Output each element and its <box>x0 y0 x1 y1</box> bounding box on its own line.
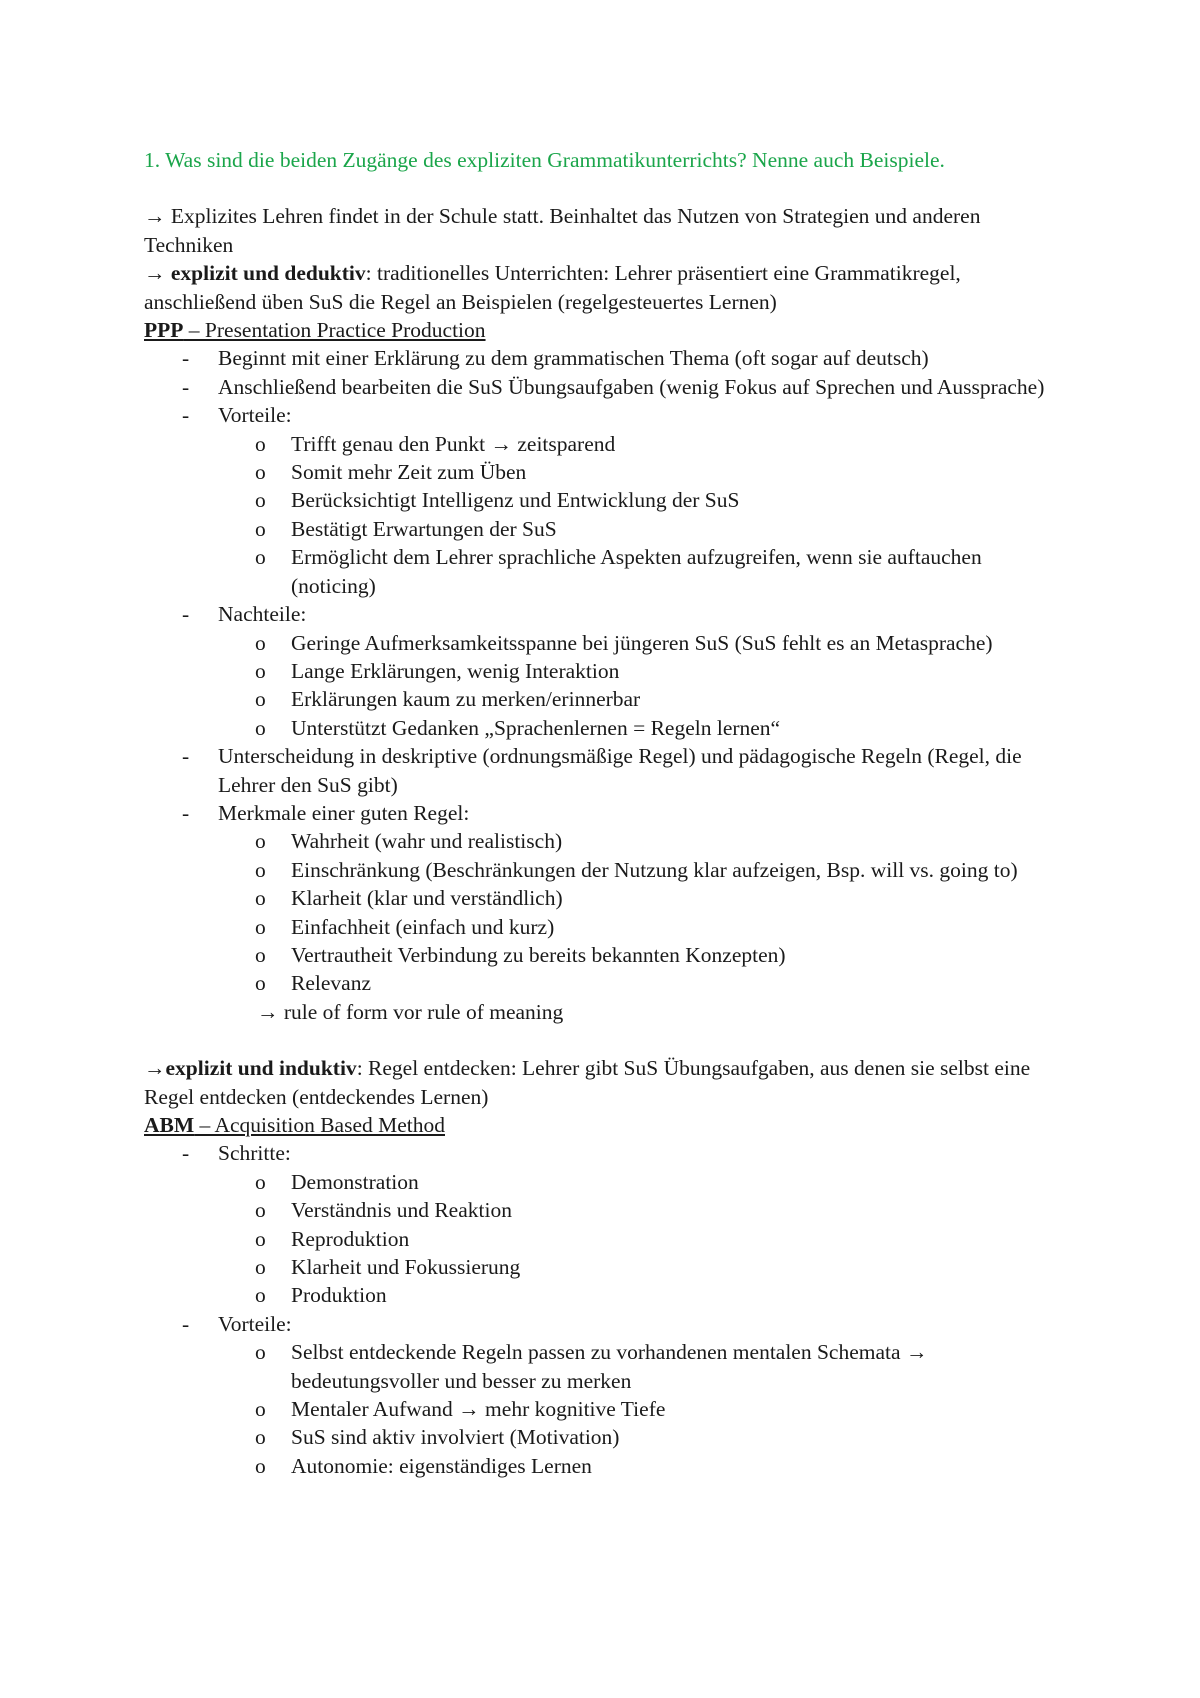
list-item-text: Selbst entdeckende Regeln passen zu vorhandenen mentalen Schemata <box>291 1340 906 1365</box>
list-item <box>218 913 1064 941</box>
induktiv-text: : Regel entdecken: Lehrer gibt SuS Übungsaufgaben, aus denen sie selbst eine Regel entdecken (entdeckendes Lernen) <box>144 1056 1031 1109</box>
list-item-text: zeitsparend <box>511 431 616 456</box>
ppp-abbr: PPP <box>144 318 184 343</box>
arrow-icon: → <box>144 1056 166 1081</box>
list-item <box>218 941 1064 969</box>
circle-marker: o <box>255 1198 266 1223</box>
schritte-label: Schritte: <box>218 1141 291 1166</box>
circle-marker: o <box>255 431 266 456</box>
vorteile-list <box>218 430 1064 600</box>
circle-marker: o <box>255 1340 266 1365</box>
list-item <box>218 1395 1064 1423</box>
list-item <box>218 1196 1064 1224</box>
deduktiv-label-text: explizit und deduktiv <box>170 261 366 286</box>
list-item-text: Relevanz <box>291 971 371 996</box>
circle-marker: o <box>255 516 266 541</box>
induktiv-label: explizit und induktiv <box>165 1056 357 1081</box>
vorteile-label: Vorteile: <box>218 1311 292 1336</box>
circle-marker: o <box>255 857 266 882</box>
list-item-text: Mentaler Aufwand <box>291 1397 459 1422</box>
dash-marker: - <box>182 744 190 769</box>
nachteile-label: Nachteile: <box>218 602 307 627</box>
nachteile-list <box>218 629 1064 743</box>
circle-marker: o <box>255 886 266 911</box>
list-item <box>218 486 1064 514</box>
circle-marker: o <box>255 829 266 854</box>
list-item <box>218 1281 1064 1309</box>
list-item-text: mehr kognitive Tiefe <box>479 1397 666 1422</box>
dash-marker: - <box>182 800 190 825</box>
arrow-icon: → <box>458 1397 480 1422</box>
list-item-text: Einfachheit (einfach und kurz) <box>291 914 555 939</box>
question-heading: 1. Was sind die beiden Zugänge des expliziten Grammatikunterrichts? Nenne auch Beispiele. <box>144 148 945 172</box>
arrow-icon: → <box>257 999 279 1024</box>
dash-marker: - <box>182 602 190 627</box>
circle-marker: o <box>255 1283 266 1308</box>
list-item <box>218 827 1064 855</box>
list-item <box>218 1452 1064 1480</box>
list-item <box>218 458 1064 486</box>
list-item-text: Autonomie: eigenständiges Lernen <box>291 1453 592 1478</box>
list-item <box>218 884 1064 912</box>
circle-marker: o <box>255 658 266 683</box>
schritte-item <box>144 1139 1064 1309</box>
list-item <box>218 1168 1064 1196</box>
list-item-text: SuS sind aktiv involviert (Motivation) <box>291 1425 620 1450</box>
induktiv-list <box>144 1139 1064 1480</box>
vorteile-item <box>144 401 1064 600</box>
list-item-text: Geringe Aufmerksamkeitsspanne bei jüngeren SuS (SuS fehlt es an Metasprache) <box>291 630 993 655</box>
list-item-text: bedeutungsvoller und besser zu merken <box>291 1368 632 1393</box>
circle-marker: o <box>255 914 266 939</box>
circle-marker: o <box>255 545 266 570</box>
list-item <box>218 430 1064 458</box>
deduktiv-paragraph <box>144 259 1064 316</box>
nachteile-item <box>144 600 1064 742</box>
list-item-text: Demonstration <box>291 1169 419 1194</box>
circle-marker: o <box>255 687 266 712</box>
rule-note <box>144 998 1064 1026</box>
list-item-text: Einschränkung (Beschränkungen der Nutzung klar aufzeigen, Bsp. will vs. going to) <box>291 857 1018 882</box>
intro-text: Explizites Lehren findet in der Schule statt. Beinhaltet das Nutzen von Strategien und anderen Techniken <box>144 204 981 257</box>
arrow-icon: → <box>144 204 166 229</box>
list-item-text: Unterstützt Gedanken „Sprachenlernen = Regeln lernen“ <box>291 715 781 740</box>
rule-note-text: rule of form vor rule of meaning <box>278 999 564 1024</box>
merkmale-label: Merkmale einer guten Regel: <box>218 800 470 825</box>
list-item-text: Lange Erklärungen, wenig Interaktion <box>291 658 620 683</box>
circle-marker: o <box>255 1453 266 1478</box>
circle-marker: o <box>255 488 266 513</box>
list-item-text: Unterscheidung in deskriptive (ordnungsmäßige Regel) und pädagogische Regeln (Regel, die Lehrer den SuS gibt) <box>218 744 1022 797</box>
spacer <box>144 1026 1064 1054</box>
merkmale-list <box>218 827 1064 997</box>
list-item <box>144 344 1064 372</box>
list-item <box>218 856 1064 884</box>
list-item-text: Somit mehr Zeit zum Üben <box>291 460 527 485</box>
dash-marker: - <box>182 1141 190 1166</box>
schritte-list <box>218 1168 1064 1310</box>
list-item <box>218 1423 1064 1451</box>
intro-paragraph <box>144 202 1064 259</box>
list-item-text: Beginnt mit einer Erklärung zu dem grammatischen Thema (oft sogar auf deutsch) <box>218 346 929 371</box>
dash-marker: - <box>182 374 190 399</box>
arrow-icon: → <box>144 261 166 286</box>
list-item <box>218 1338 1064 1395</box>
circle-marker: o <box>255 1397 266 1422</box>
list-item-text: Erklärungen kaum zu merken/erinnerbar <box>291 687 641 712</box>
arrow-icon: → <box>905 1340 928 1365</box>
circle-marker: o <box>255 942 266 967</box>
dash-marker: - <box>182 403 190 428</box>
circle-marker: o <box>255 1226 266 1251</box>
circle-marker: o <box>255 630 266 655</box>
list-item <box>218 515 1064 543</box>
arrow-icon: → <box>490 431 512 456</box>
list-item-text: Berücksichtigt Intelligenz und Entwicklung der SuS <box>291 488 740 513</box>
list-item-text: Bestätigt Erwartungen der SuS <box>291 516 557 541</box>
circle-marker: o <box>255 1255 266 1280</box>
circle-marker: o <box>255 1169 266 1194</box>
circle-marker: o <box>255 715 266 740</box>
list-item-text: Trifft genau den Punkt <box>291 431 491 456</box>
abm-heading <box>144 1111 1064 1139</box>
list-item <box>218 714 1064 742</box>
list-item <box>144 742 1064 799</box>
list-item-text: Verständnis und Reaktion <box>291 1198 512 1223</box>
list-item-text: Vertrautheit Verbindung zu bereits bekannten Konzepten) <box>291 942 786 967</box>
list-item-text: Klarheit (klar und verständlich) <box>291 886 563 911</box>
merkmale-item <box>144 799 1064 998</box>
list-item <box>218 1225 1064 1253</box>
vorteile-item <box>144 1310 1064 1480</box>
abm-name: – Acquisition Based Method <box>194 1113 445 1137</box>
ppp-heading <box>144 316 1064 344</box>
list-item-text: Wahrheit (wahr und realistisch) <box>291 829 563 854</box>
list-item <box>218 969 1064 997</box>
list-item <box>218 543 1064 600</box>
list-item-text: Produktion <box>291 1283 387 1308</box>
vorteile-label: Vorteile: <box>218 403 292 428</box>
deduktiv-text: : traditionelles Unterrichten: Lehrer präsentiert eine Grammatikregel, anschließend üben SuS die Regel an Beispielen (regelgesteuertes Lernen) <box>144 261 961 314</box>
list-item-text: Anschließend bearbeiten die SuS Übungsaufgaben (wenig Fokus auf Sprechen und Aussprache) <box>218 374 1045 399</box>
list-item-text: Klarheit und Fokussierung <box>291 1255 521 1280</box>
circle-marker: o <box>255 971 266 996</box>
list-item <box>218 629 1064 657</box>
dash-marker: - <box>182 346 190 371</box>
abm-abbr: ABM <box>144 1113 195 1137</box>
list-item <box>218 657 1064 685</box>
list-item-text: Reproduktion <box>291 1226 410 1251</box>
induktiv-vorteile-list <box>218 1338 1064 1480</box>
document-page <box>144 146 1064 1480</box>
ppp-name: – Presentation Practice Production <box>183 318 486 343</box>
induktiv-paragraph <box>144 1054 1064 1111</box>
dash-marker: - <box>182 1311 190 1336</box>
list-item <box>218 685 1064 713</box>
list-item-text: Ermöglicht dem Lehrer sprachliche Aspekten aufzugreifen, wenn sie auftauchen (noticing) <box>291 545 982 598</box>
circle-marker: o <box>255 460 266 485</box>
deduktiv-list <box>144 344 1064 997</box>
list-item <box>218 1253 1064 1281</box>
list-item <box>144 373 1064 401</box>
circle-marker: o <box>255 1425 266 1450</box>
